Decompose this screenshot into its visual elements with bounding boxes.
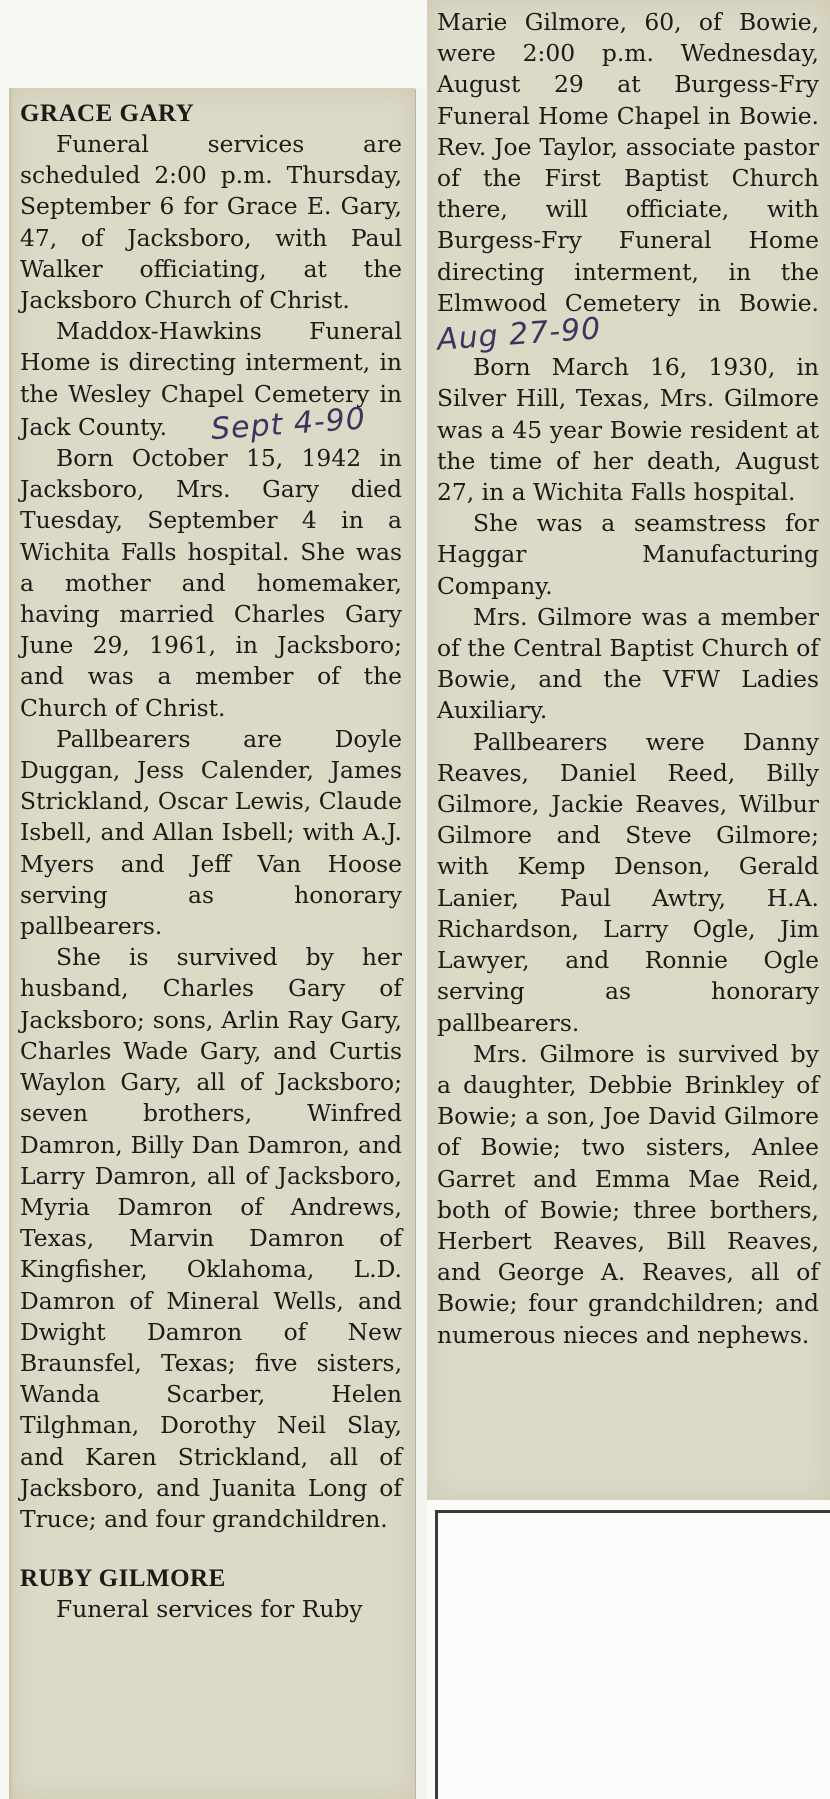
ruby-gilmore-services-continued bbox=[435, 7, 819, 358]
blank-lower-area bbox=[427, 1500, 830, 1799]
obituary-clipping-right bbox=[427, 0, 830, 1500]
ruby-gilmore-services-text: Marie Gilmore, 60, of Bowie, were 2:00 p.m. Wednesday, August 29 at Burgess-Fry Funeral Home Chapel in Bowie. Rev. Joe Taylor, associate pastor of the First Baptist Church there, will officiate, with Burgess-Fry Funeral Home directing interment, in the Elmwood Cemetery in Bowie. bbox=[437, 8, 819, 317]
ruby-gilmore-biography-paragraph: Born March 16, 1930, in Silver Hill, Texas, Mrs. Gilmore was a 45 year Bowie resident at the time of her death, August 27, in a Wichita Falls hospital. bbox=[437, 353, 819, 507]
ruby-gilmore-services-start: Funeral services for Ruby bbox=[56, 1595, 363, 1624]
box-rule-left bbox=[435, 1510, 438, 1799]
column-gutter bbox=[415, 88, 427, 1799]
handwritten-date-note: Sept 4-90 bbox=[209, 401, 367, 447]
obituary-heading-ruby-gilmore: RUBY GILMORE bbox=[20, 1565, 226, 1593]
obituary-column-right bbox=[437, 7, 819, 1351]
handwritten-date-note-2: Aug 27-90 bbox=[435, 311, 603, 358]
ruby-gilmore-survivors-paragraph: Mrs. Gilmore is survived by a daughter, Debbie Brinkley of Bowie; a son, Joe David Gilmore of Bowie; two sisters, Anlee Garret and Emma Mae Reid, both of Bowie; three borthers, Herbert Reaves, Bill Reaves, and George A. Reaves, all of Bowie; four grandchildren; and numerous nieces and nephews. bbox=[437, 1039, 819, 1349]
grace-gary-biography-paragraph: Born October 15, 1942 in Jacksboro, Mrs. Gary died Tuesday, September 4 in a Wichita Falls hospital. She was a mother and homemaker, having married Charles Gary June 29, 1961, in Jacksboro; and was a member of the Church of Christ. bbox=[20, 444, 402, 722]
grace-gary-interment-paragraph bbox=[20, 316, 402, 447]
obituary-heading-grace-gary: GRACE GARY bbox=[20, 100, 195, 127]
ruby-gilmore-occupation-paragraph: She was a seamstress for Haggar Manufacturing Company. bbox=[437, 509, 819, 600]
grace-gary-pallbearers-paragraph: Pallbearers are Doyle Duggan, Jess Calender, James Strickland, Oscar Lewis, Claude Isbell, and Allan Isbell; with A.J. Myers and Jeff Van Hoose serving as honorary pallbearers. bbox=[20, 724, 402, 941]
ruby-gilmore-membership-paragraph: Mrs. Gilmore was a member of the Central Baptist Church of Bowie, and the VFW Ladies Auxiliary. bbox=[437, 602, 819, 725]
grace-gary-survivors-paragraph: She is survived by her husband, Charles Gary of Jacksboro; sons, Arlin Ray Gary, Charles Wade Gary, and Curtis Waylon Gary, all of Jacksboro; seven brothers, Winfred Damron, Billy Dan Damron, and Larry Damron, all of Jacksboro, Myria Damron of Andrews, Texas, Marvin Damron of Kingfisher, Oklahoma, L.D. Damron of Mineral Wells, and Dwight Damron of New Braunsfel, Texas; five sisters, Wanda Scarber, Helen Tilghman, Dorothy Neil Slay, and Karen Strickland, all of Jacksboro, and Juanita Long of Truce; and four grandchildren. bbox=[20, 943, 402, 1533]
obituary-clipping-left bbox=[9, 88, 415, 1799]
grace-gary-interment-text: Maddox-Hawkins Funeral Home is directing interment, in the Wesley Chapel Cemetery in Jack County. bbox=[20, 317, 402, 441]
obituary-column-left bbox=[20, 98, 402, 1625]
section-spacer bbox=[20, 1535, 402, 1563]
box-rule-top bbox=[435, 1510, 830, 1513]
grace-gary-services-paragraph: Funeral services are scheduled 2:00 p.m. Thursday, September 6 for Grace E. Gary, 47, of Jacksboro, with Paul Walker officiating, at the Jacksboro Church of Christ. bbox=[20, 130, 402, 315]
ruby-gilmore-pallbearers-paragraph: Pallbearers were Danny Reaves, Daniel Reed, Billy Gilmore, Jackie Reaves, Wilbur Gilmore and Steve Gilmore; with Kemp Denson, Gerald Lanier, Paul Awtry, H.A. Richardson, Larry Ogle, Jim Lawyer, and Ronnie Ogle serving as honorary pallbearers. bbox=[437, 727, 819, 1037]
